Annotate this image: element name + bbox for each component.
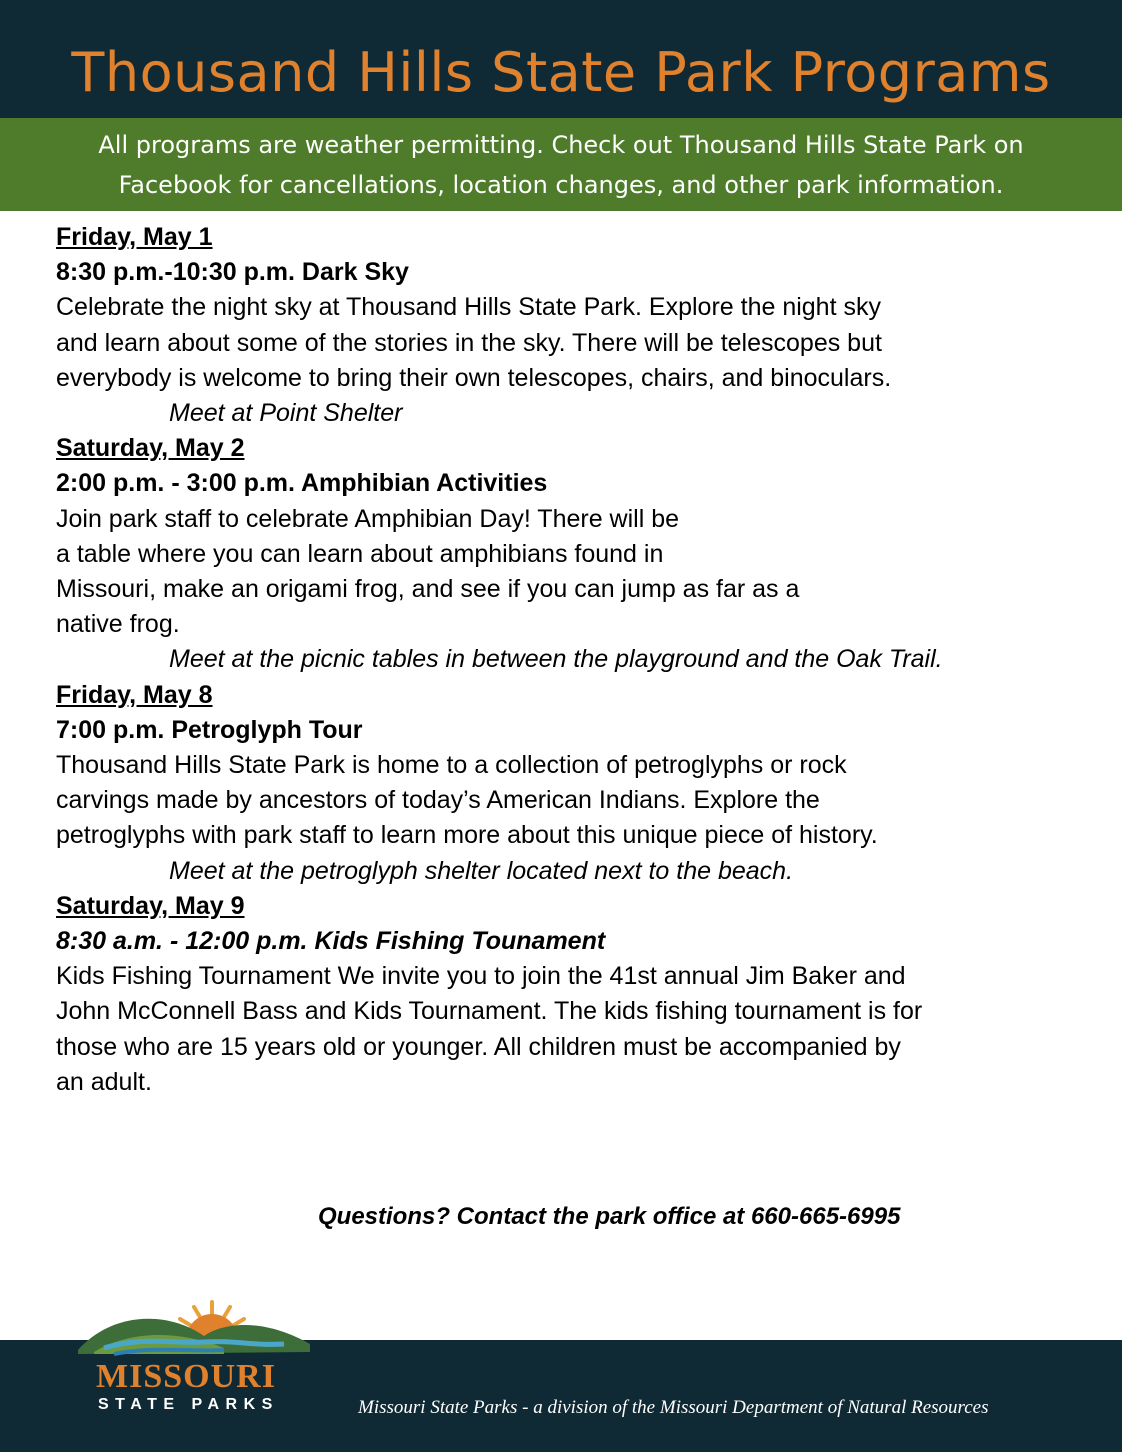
program-description-line: Join park staff to celebrate Amphibian Day! There will be xyxy=(56,504,680,533)
notice-line-1: All programs are weather permitting. Check out Thousand Hills State Park on xyxy=(98,131,1024,159)
program-date: Saturday, May 9 xyxy=(56,891,245,920)
program-date: Saturday, May 2 xyxy=(56,434,245,463)
program-location: Meet at the picnic tables in between the playground and the Oak Trail. xyxy=(169,645,943,674)
program-description-line: carvings made by ancestors of today’s American Indians. Explore the xyxy=(56,786,820,815)
program-description-line: a table where you can learn about amphibians found in xyxy=(56,539,664,568)
program-description-line: native frog. xyxy=(56,610,180,639)
program-time-title: 2:00 p.m. - 3:00 p.m. Amphibian Activities xyxy=(56,469,548,498)
program-description-line: Thousand Hills State Park is home to a collection of petroglyphs or rock xyxy=(56,751,847,780)
program-description-line: Celebrate the night sky at Thousand Hills State Park. Explore the night sky xyxy=(56,293,881,322)
program-description-line: John McConnell Bass and Kids Tournament. The kids fishing tournament is for xyxy=(56,997,923,1026)
program-time-title: 7:00 p.m. Petroglyph Tour xyxy=(56,715,363,744)
park-logo-icon xyxy=(74,1292,314,1362)
footer-tagline: Missouri State Parks - a division of the Missouri Department of Natural Resources xyxy=(358,1397,989,1418)
program-description-line: an adult. xyxy=(56,1067,152,1096)
contact-questions: Questions? Contact the park office at 660-665-6995 xyxy=(318,1203,901,1230)
page-title: Thousand Hills State Park Programs xyxy=(71,41,1051,104)
program-time-title: 8:30 p.m.-10:30 p.m. Dark Sky xyxy=(56,258,409,287)
program-location: Meet at Point Shelter xyxy=(169,399,403,428)
logo-missouri-text: MISSOURI xyxy=(96,1358,276,1395)
program-description-line: everybody is welcome to bring their own telescopes, chairs, and binoculars. xyxy=(56,363,892,392)
program-description-line: those who are 15 years old or younger. All children must be accompanied by xyxy=(56,1032,901,1061)
program-date: Friday, May 8 xyxy=(56,680,213,709)
weather-notice xyxy=(0,118,1122,211)
program-time-title: 8:30 a.m. - 12:00 p.m. Kids Fishing Tounament xyxy=(56,927,606,956)
notice-line-2: Facebook for cancellations, location changes, and other park information. xyxy=(118,171,1004,199)
program-description-line: and learn about some of the stories in the sky. There will be telescopes but xyxy=(56,328,882,357)
program-description-line: petroglyphs with park staff to learn more about this unique piece of history. xyxy=(56,821,878,850)
program-description-line: Missouri, make an origami frog, and see if you can jump as far as a xyxy=(56,575,800,604)
program-description-line: Kids Fishing Tournament We invite you to join the 41st annual Jim Baker and xyxy=(56,962,906,991)
program-list xyxy=(56,220,1096,1100)
program-date: Friday, May 1 xyxy=(56,223,213,251)
program-location: Meet at the petroglyph shelter located next to the beach. xyxy=(169,856,794,885)
logo-state-parks-text: STATE PARKS xyxy=(98,1396,279,1413)
